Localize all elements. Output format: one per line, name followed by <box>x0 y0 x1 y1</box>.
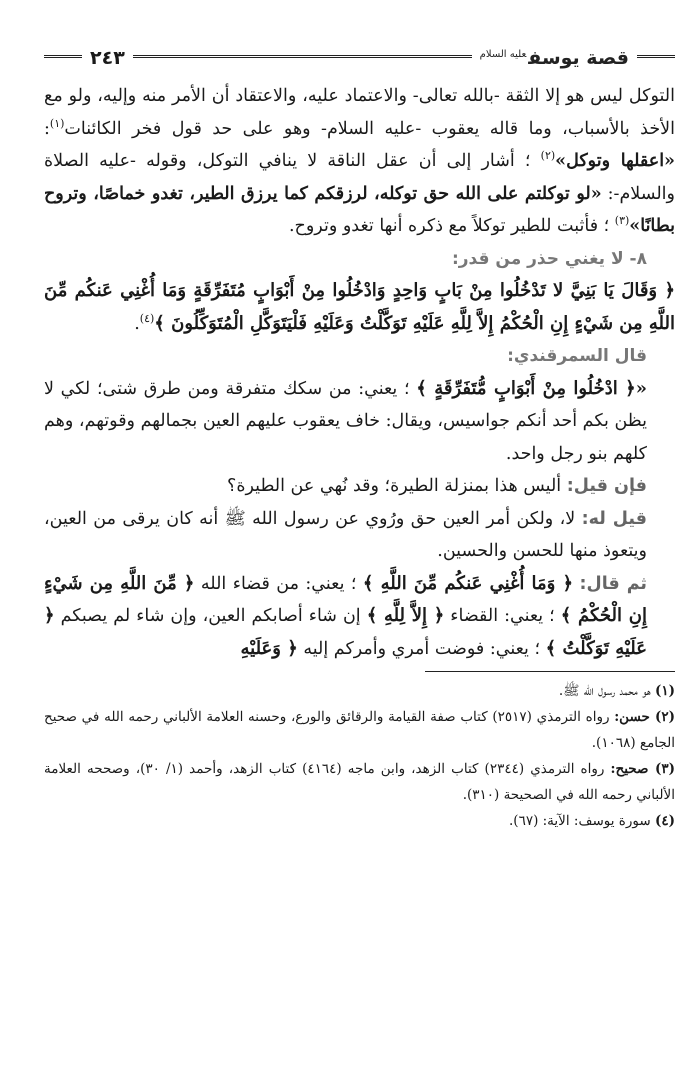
quran-fragment: ﴿ مِّنَ اللَّهِ مِن شَيْءٍ إِنِ الْحُكْمُ ﴾ <box>44 572 647 626</box>
footnote-ref-1[interactable]: (١) <box>49 116 65 130</box>
pbuh-mark: عليه السلام <box>479 48 527 60</box>
text-span: التوكل ليس هو إلا الثقة -بالله تعالى- والاعتماد عليه، والاعتقاد أن الأمر منه وإليه، ولو مع الأخذ بالأسباب، وما قاله يعقوب -عليه السلام- وهو على حد قول فخر الكائنات <box>44 86 675 139</box>
text-span: ؛ يعني: من قضاء الله <box>200 573 357 594</box>
footnote-text: رواه الترمذي (٢٥١٧) كتاب صفة القيامة والرقائق والورع، وحسنه العلامة الألباني رحمه الله في صحيح الجامع (١٠٦٨). <box>44 709 675 751</box>
text-span: لا، ولكن أمر العين حق ورُوي عن رسول الله ﷺ أنه كان يرقى من العين، ويتعوذ منها للحسن والحسين. <box>44 508 647 561</box>
page-number: ٢٤٣ <box>90 47 125 69</box>
footnote-item <box>44 704 675 756</box>
footnote-text: هو محمد رسول الله ﷺ. <box>558 683 651 699</box>
hadith-quote: «اعقلها وتوكل» <box>555 151 675 171</box>
header-rule-right <box>637 55 675 61</box>
footnote-label: (٣) صحيح: <box>610 761 676 777</box>
main-text <box>44 80 675 665</box>
text-span: ؛ أشار إلى أن عقل الناقة لا ينافي التوكل، وقوله -عليه الصلاة والسلام-: <box>44 151 675 204</box>
quoted-author: قال السمرقندي: <box>507 346 647 366</box>
footnote-label: (١) <box>654 683 675 699</box>
quran-fragment: ﴿ وَعَلَيْهِ <box>240 637 298 659</box>
footnote-separator <box>425 671 675 672</box>
quran-verse: ﴿ وَقَالَ يَا بَنِيَّ لا تَدْخُلُوا مِنْ بَابٍ وَاحِدٍ وَادْخُلُوا مِنْ أَبْوَابٍ مُتَفَرِّقَةٍ وَمَا أُغْنِي عَنكُم مِّنَ اللَّهِ مِن شَيْءٍ إِنِ الْحُكْمُ إِلاَّ لِلَّهِ عَلَيْهِ تَوَكَّلْتُ وَعَلَيْهِ فَلْيَتَوَكَّلِ الْمُتَوَكِّلُونَ ﴾ <box>44 280 675 334</box>
footnote-item <box>44 808 675 834</box>
text-span: ؛ يعني: فوضت أمري وأمركم إليه <box>303 638 541 659</box>
verse-block: ﴿ وَقَالَ يَا بَنِيَّ لا تَدْخُلُوا مِنْ بَابٍ وَاحِدٍ وَادْخُلُوا مِنْ أَبْوَابٍ مُتَفَرِّقَةٍ وَمَا أُغْنِي عَنكُم مِّنَ اللَّهِ مِن شَيْءٍ إِنِ الْحُكْمُ إِلاَّ لِلَّهِ عَلَيْهِ تَوَكَّلْتُ وَعَلَيْهِ فَلْيَتَوَكَّلِ الْمُتَوَكِّلُونَ ﴾$^{(٤)}$. <box>44 280 675 334</box>
running-title <box>480 47 629 69</box>
footnote-text: سورة يوسف: الآية: (٦٧). <box>509 813 651 829</box>
paragraph-question <box>44 470 675 503</box>
footnote-ref-3[interactable]: (٣) <box>614 214 630 228</box>
header-rule-middle <box>133 55 472 61</box>
footnote-text: رواه الترمذي (٢٣٤٤) كتاب الزهد، وابن ماجه (٤١٦٤) كتاب الزهد، وأحمد (١/ ٣٠)، وصححه العلامة الألباني رحمه الله في الصحيحة (٣١٠). <box>44 761 675 803</box>
footnote-item <box>44 756 675 808</box>
lead-word: فإن قيل: <box>566 476 647 496</box>
section-heading: ٨- لا يغني حذر من قدر: <box>451 248 647 269</box>
footnote-item <box>44 678 675 704</box>
quran-fragment: ﴿ وَمَا أُغْنِي عَنكُم مِّنَ اللَّهِ ﴾ <box>362 572 574 594</box>
quran-fragment: ﴿ عَلَيْهِ تَوَكَّلْتُ ﴾ <box>44 605 647 659</box>
text-span: أليس هذا بمنزلة الطيرة؛ وقد نُهي عن الطيرة؟ <box>227 476 562 496</box>
book-page <box>44 40 675 1080</box>
paragraph-answer <box>44 503 675 568</box>
page-header <box>44 40 675 76</box>
lead-word: ثم قال: <box>579 573 647 594</box>
footnotes <box>44 678 675 834</box>
quran-fragment: ﴿ إِلاَّ لِلَّهِ ﴾ <box>366 605 445 626</box>
lead-word: قيل له: <box>581 508 647 529</box>
paragraph-then <box>44 568 675 666</box>
text-span: ؛ يعني: من سكك متفرقة ومن طرق شتى؛ لكي لا يظن بكم أحد أنكم جواسيس، ويقال: خاف يعقوب عليهم العين بجمالهم وقوتهم، وهم كلهم بنو رجل واحد. <box>44 378 647 464</box>
footnote-ref-2[interactable]: (٢) <box>540 149 556 163</box>
footnote-label: (٢) حسن: <box>614 709 676 725</box>
paragraph-tawakkul: التوكل ليس هو إلا الثقة -بالله تعالى- والاعتماد عليه، والاعتقاد أن الأمر منه وإليه، ولو مع الأخذ بالأسباب، وما قاله يعقوب -عليه السلام- وهو على حد قول فخر الكائنات$^{(١)}$: «اعقلها وتوكل»$^{(٢)}$ ؛ أشار إلى أن عقل الناقة لا ينافي التوكل، وقوله -عليه الصلاة والسلام-: «لو توكلتم على الله حق توكله، لرزقكم كما يرزق الطير، تغدو خماصًا، وتروح بطانًا»$^{(٣)}$ ؛ فأثبت للطير توكلاً مع ذكره أنها تغدو وتروح. <box>44 86 675 236</box>
header-rule-left <box>44 55 82 61</box>
text-span: ؛ فأثبت للطير توكلاً مع ذكره أنها تغدو وتروح. <box>288 216 610 236</box>
footnote-ref-4[interactable]: (٤) <box>139 311 155 325</box>
footnote-label: (٤) <box>654 813 675 829</box>
samarqandi-heading <box>44 340 675 373</box>
hadith-quote: «لو توكلتم على الله حق توكله، لرزقكم كما يرزق الطير، تغدو خماصًا، وتروح بطانًا» <box>44 183 675 236</box>
section-heading-8 <box>44 243 675 276</box>
quran-fragment: «﴿ ادْخُلُوا مِنْ أَبْوَابٍ مُّتَفَرِّقَةٍ ﴾ <box>416 377 647 399</box>
paragraph-samarqandi <box>44 373 675 471</box>
running-title-text: قصة يوسف <box>528 47 629 69</box>
text-span: إن شاء أصابكم العين، وإن شاء لم يصبكم <box>60 606 361 626</box>
text-span: ؛ يعني: القضاء <box>450 606 555 626</box>
